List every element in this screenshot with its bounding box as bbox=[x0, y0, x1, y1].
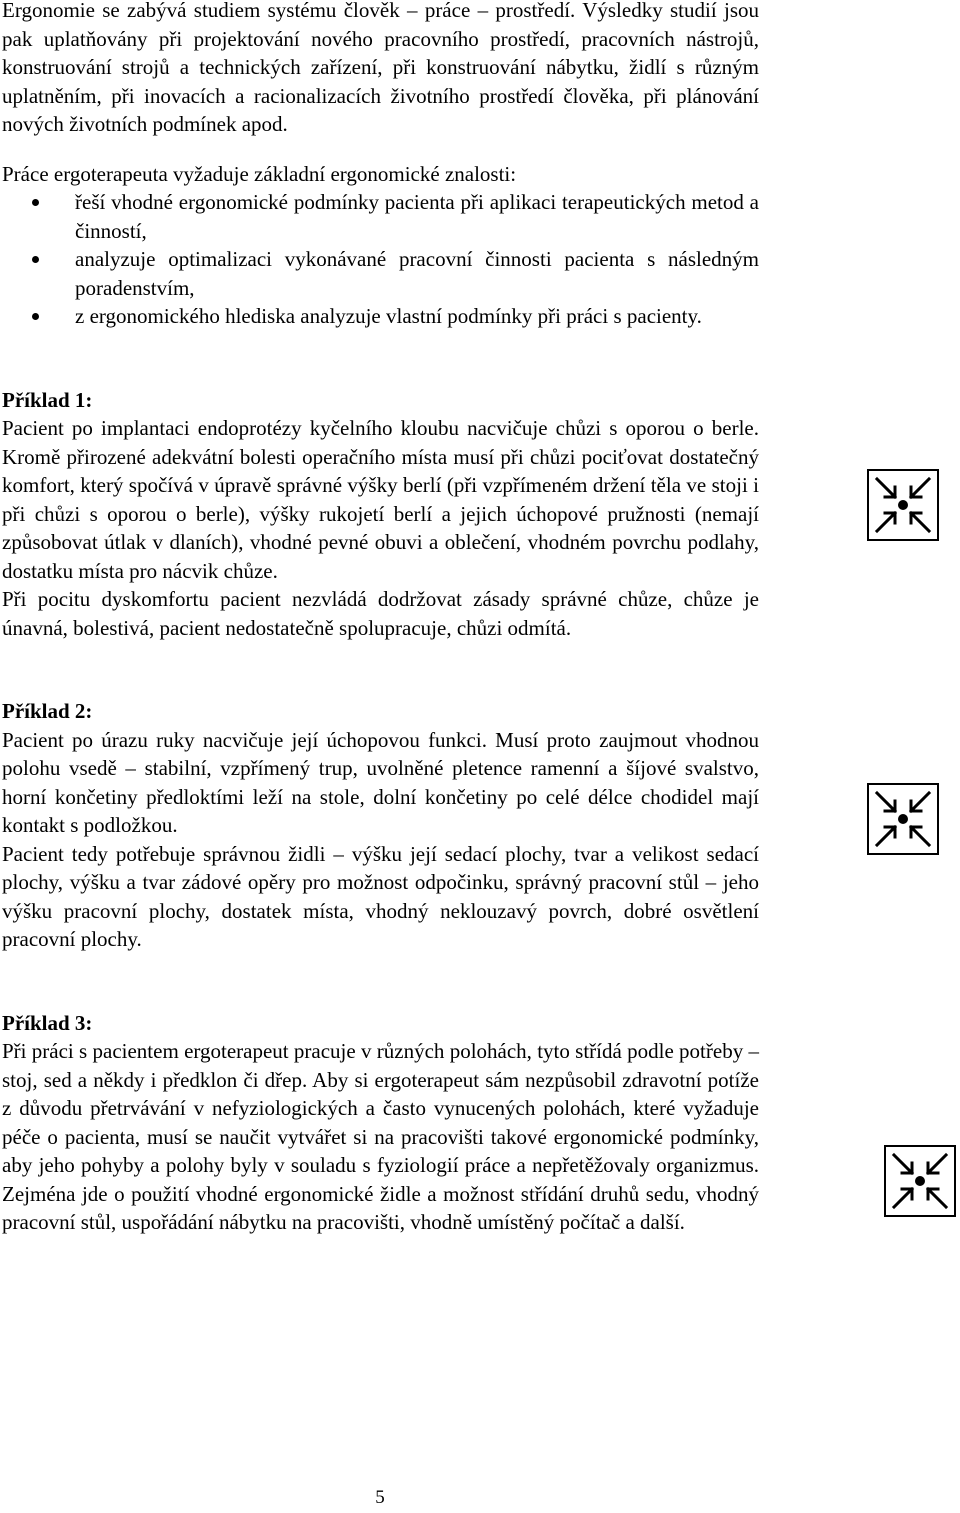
example-3 bbox=[2, 1009, 759, 1237]
example-heading: Příklad 3: bbox=[2, 1010, 93, 1035]
list-item: analyzuje optimalizaci vykonávané pracovní činnosti pacienta s následným poradenstvím, bbox=[2, 245, 759, 302]
requirements-list bbox=[2, 188, 759, 331]
example-paragraph: Pacient po úrazu ruky nacvičuje její úchopovou funkci. Musí proto zaujmout vhodnou polohu vsedě – stabilní, vzpřímený trup, uvolněné pletence ramenní a šíjové svalstvo, horní končetiny předloktími leží na stole, dolní končetiny po celé délce chodidel mají kontakt s podložkou. bbox=[2, 727, 759, 837]
example-paragraph: Pacient tedy potřebuje správnou židli – výšku její sedací plochy, tvar a velikost sedací plochy, výšku a tvar zádové opěry pro možnost odpočinku, správný pracovní stůl – jeho výšku pracovní plochy, dostatek místa, vhodný neklouzavý povrch, dobré osvětlení pracovní plochy. bbox=[2, 841, 759, 951]
example-heading: Příklad 2: bbox=[2, 699, 93, 723]
example-1 bbox=[2, 386, 759, 643]
example-paragraph: Při práci s pacientem ergoterapeut pracuje v různých polohách, tyto střídá podle potřeby – stoj, sed a někdy i předklon či dřep. Aby si ergoterapeut sám nezpůsobil zdravotní potíže z důvodu přetrvávání v nefyziologických a často vynucených polohách, které vyžaduje péče o pacienta, musí se naučit vytvářet si na pracovišti takové ergonomické podmínky, aby jeho pohyby a polohy byly v souladu s fyziologií práce a nepřetěžovaly organizmus. Zejména jde o použití vhodné ergonomické židle a možnost střídání druhů sedu, vhodný pracovní stůl, uspořádání nábytku na pracovišti, vhodně umístěný počítač a další. bbox=[2, 1039, 759, 1234]
document-page bbox=[2, 0, 759, 1237]
list-item: řeší vhodné ergonomické podmínky pacienta při aplikaci terapeutických metod a činností, bbox=[2, 188, 759, 245]
example-paragraph: Při pocitu dyskomfortu pacient nezvládá dodržovat zásady správné chůze, chůze je únavná, bolestivá, pacient nedostatečně spolupracuje, chůzi odmítá. bbox=[2, 587, 759, 640]
focus-arrows-icon bbox=[867, 469, 939, 541]
intro-paragraph: Ergonomie se zabývá studiem systému člověk – práce – prostředí. Výsledky studií jsou pak uplatňovány při projektování nového pracovního prostředí, pracovních nástrojů, konstruování strojů a technických zařízení, při konstruování nábytku, židlí s různým uplatněním, při inovacích a racionalizacích životního prostředí člověka, při plánování nových životních podmínek apod. bbox=[2, 0, 759, 136]
requirements-lead: Práce ergoterapeuta vyžaduje základní ergonomické znalosti: bbox=[2, 161, 517, 186]
focus-arrows-icon bbox=[867, 783, 939, 855]
list-item: z ergonomického hlediska analyzuje vlastní podmínky při práci s pacienty. bbox=[2, 302, 759, 331]
page-number: 5 bbox=[375, 1487, 385, 1508]
example-heading: Příklad 1: bbox=[2, 387, 93, 412]
example-paragraph: Pacient po implantaci endoprotézy kyčelního kloubu nacvičuje chůzi s oporou o berle. Kromě přirozené adekvátní bolesti operačního místa musí při chůzi pociťovat dostatečný komfort, který spočívá v úpravě správné výšky berlí (při vzpřímeném držení těla ve stoji i při chůzi s oporou o berle), výšky rukojetí berlí a jejich úchopové pružnosti (nemají způsobovat útlak v dlaních), vhodné pevné obuvi a oblečení, vhodném povrchu podlahy, dostatku místa pro nácvik chůze. bbox=[2, 416, 759, 583]
focus-arrows-icon bbox=[884, 1145, 956, 1217]
example-2 bbox=[2, 697, 759, 954]
